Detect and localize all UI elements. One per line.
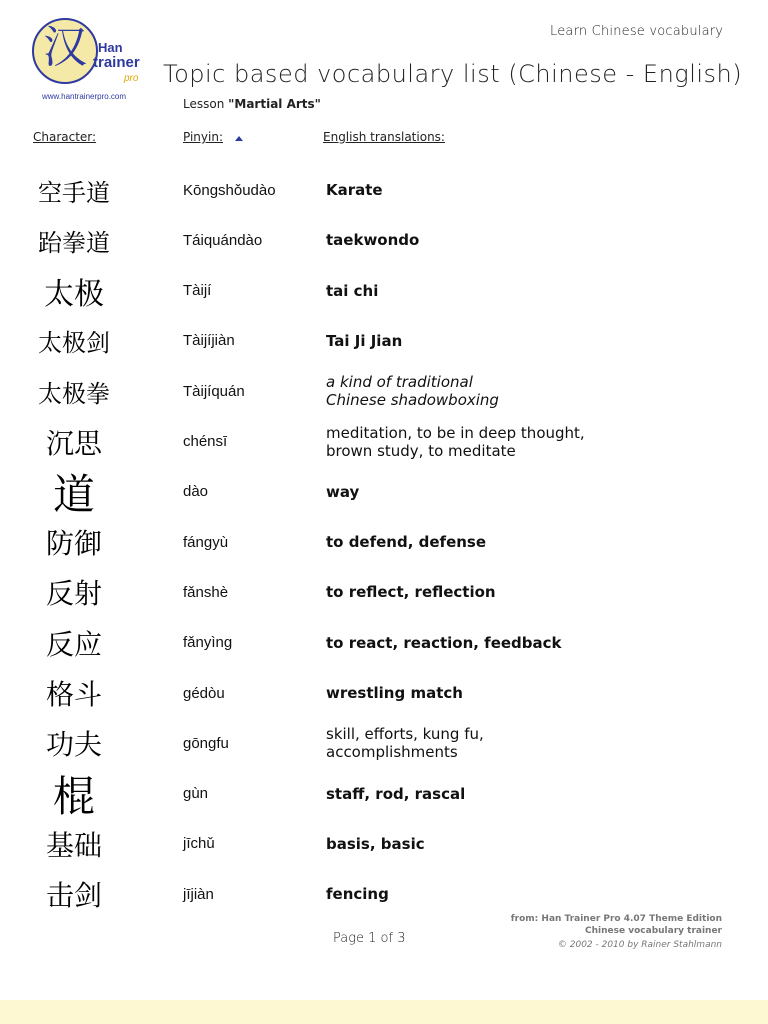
- hanzi-cell: 防御: [45, 527, 102, 561]
- hanzi-cell: 格斗: [45, 678, 102, 711]
- english-line: fencing: [326, 885, 389, 904]
- tagline: Learn Chinese vocabulary: [550, 24, 724, 39]
- english-cell: [326, 618, 626, 668]
- english-line: brown study, to meditate: [326, 441, 516, 460]
- pinyin-cell: gédòu: [183, 684, 225, 702]
- english-line: Tai Ji Jian: [326, 331, 403, 350]
- logo-trainer-text: trainer: [93, 54, 140, 71]
- english-line: way: [326, 482, 360, 501]
- hanzi-cell: 反应: [45, 627, 102, 661]
- hanzi-cell: 反射: [45, 577, 102, 611]
- logo-pro-text: pro: [124, 73, 139, 84]
- english-cell: [326, 718, 626, 768]
- sort-ascending-icon[interactable]: [235, 136, 243, 141]
- english-cell: [326, 819, 626, 869]
- english-line: meditation, to be in deep thought,: [326, 423, 585, 442]
- english-cell: [326, 165, 626, 215]
- pinyin-cell: Tàijíquán: [183, 382, 245, 400]
- pinyin-cell: Táiquándào: [183, 231, 263, 249]
- bottom-band: [0, 1000, 768, 1024]
- pinyin-cell: fǎnshè: [183, 583, 229, 601]
- english-cell: [326, 316, 626, 366]
- english-cell: [326, 215, 626, 265]
- english-line: skill, efforts, kung fu,: [326, 725, 484, 744]
- footer-source: [511, 913, 722, 937]
- vocab-row: [0, 668, 768, 718]
- pinyin-cell: Kōngshǒudào: [183, 181, 276, 199]
- logo-url[interactable]: www.hantrainerpro.com: [42, 92, 127, 101]
- pinyin-cell: gùn: [183, 785, 209, 803]
- column-header-english[interactable]: English translations:: [323, 130, 445, 144]
- pinyin-cell: Tàijíjiàn: [183, 332, 235, 350]
- english-cell: [326, 869, 626, 919]
- pinyin-cell: jījiàn: [183, 885, 214, 903]
- vocab-row: [0, 366, 768, 416]
- english-cell: [326, 769, 626, 819]
- pinyin-cell: fángyù: [183, 533, 229, 551]
- english-line: to reflect, reflection: [326, 583, 496, 602]
- hanzi-cell: 跆拳道: [38, 228, 110, 257]
- english-cell: [326, 467, 626, 517]
- english-cell: [326, 417, 626, 467]
- english-line: staff, rod, rascal: [326, 784, 466, 803]
- footer-from-line: from: Han Trainer Pro 4.07 Theme Edition: [510, 914, 722, 924]
- pinyin-cell: dào: [183, 483, 209, 501]
- hanzi-cell: 棍: [52, 771, 95, 821]
- english-line: accomplishments: [326, 743, 458, 762]
- footer-copyright: © 2002 - 2010 by Rainer Stahlmann: [557, 940, 722, 950]
- english-line: basis, basic: [326, 834, 425, 853]
- english-line: a kind of traditional: [326, 373, 473, 392]
- lesson-line: [183, 97, 321, 111]
- english-line: to defend, defense: [326, 533, 487, 552]
- pinyin-cell: Tàijí: [183, 282, 212, 300]
- vocab-row: [0, 517, 768, 567]
- column-header-character[interactable]: Character:: [33, 130, 97, 144]
- lesson-name: "Martial Arts": [228, 97, 321, 111]
- hanzi-cell: 太极: [44, 276, 104, 312]
- column-header-pinyin[interactable]: Pinyin:: [183, 130, 223, 144]
- english-cell: [326, 517, 626, 567]
- english-line: taekwondo: [326, 231, 420, 250]
- english-line: to react, reaction, feedback: [326, 633, 562, 652]
- vocab-row: [0, 417, 768, 467]
- lesson-label: Lesson: [183, 97, 225, 111]
- page-title: Topic based vocabulary list (Chinese - English): [163, 60, 743, 88]
- english-line: wrestling match: [326, 684, 463, 702]
- vocab-row: [0, 316, 768, 366]
- pinyin-cell: fǎnyìng: [183, 634, 233, 652]
- hanzi-cell: 击剑: [45, 879, 102, 913]
- english-line: Chinese shadowboxing: [326, 391, 499, 410]
- pinyin-cell: chénsī: [183, 433, 228, 450]
- vocab-row: [0, 165, 768, 215]
- hanzi-cell: 空手道: [38, 178, 110, 207]
- vocab-row: [0, 467, 768, 517]
- hanzi-cell: 太极拳: [38, 379, 110, 408]
- hanzi-cell: 沉思: [45, 426, 102, 460]
- footer-sub-line: Chinese vocabulary trainer: [585, 926, 722, 936]
- hanzi-cell: 道: [52, 469, 95, 519]
- pinyin-cell: gōngfu: [183, 734, 229, 752]
- logo-character: 汉: [43, 22, 87, 73]
- english-cell: [326, 567, 626, 617]
- english-cell: [326, 266, 626, 316]
- vocab-row: [0, 215, 768, 265]
- hanzi-cell: 太极剑: [38, 329, 110, 358]
- logo-han-text: Han: [98, 40, 123, 55]
- page-number: Page 1 of 3: [333, 931, 406, 946]
- hanzi-cell: 功夫: [45, 728, 102, 762]
- vocab-row: [0, 266, 768, 316]
- english-cell: [326, 668, 626, 718]
- pinyin-cell: jīchǔ: [183, 835, 215, 853]
- vocab-row: [0, 618, 768, 668]
- vocab-row: [0, 718, 768, 768]
- vocab-row: [0, 567, 768, 617]
- vocab-row: [0, 869, 768, 919]
- english-cell: [326, 366, 626, 416]
- english-line: tai chi: [326, 281, 379, 300]
- hanzi-cell: 基础: [45, 828, 102, 862]
- vocab-row: [0, 769, 768, 819]
- vocab-row: [0, 819, 768, 869]
- english-line: Karate: [326, 181, 383, 199]
